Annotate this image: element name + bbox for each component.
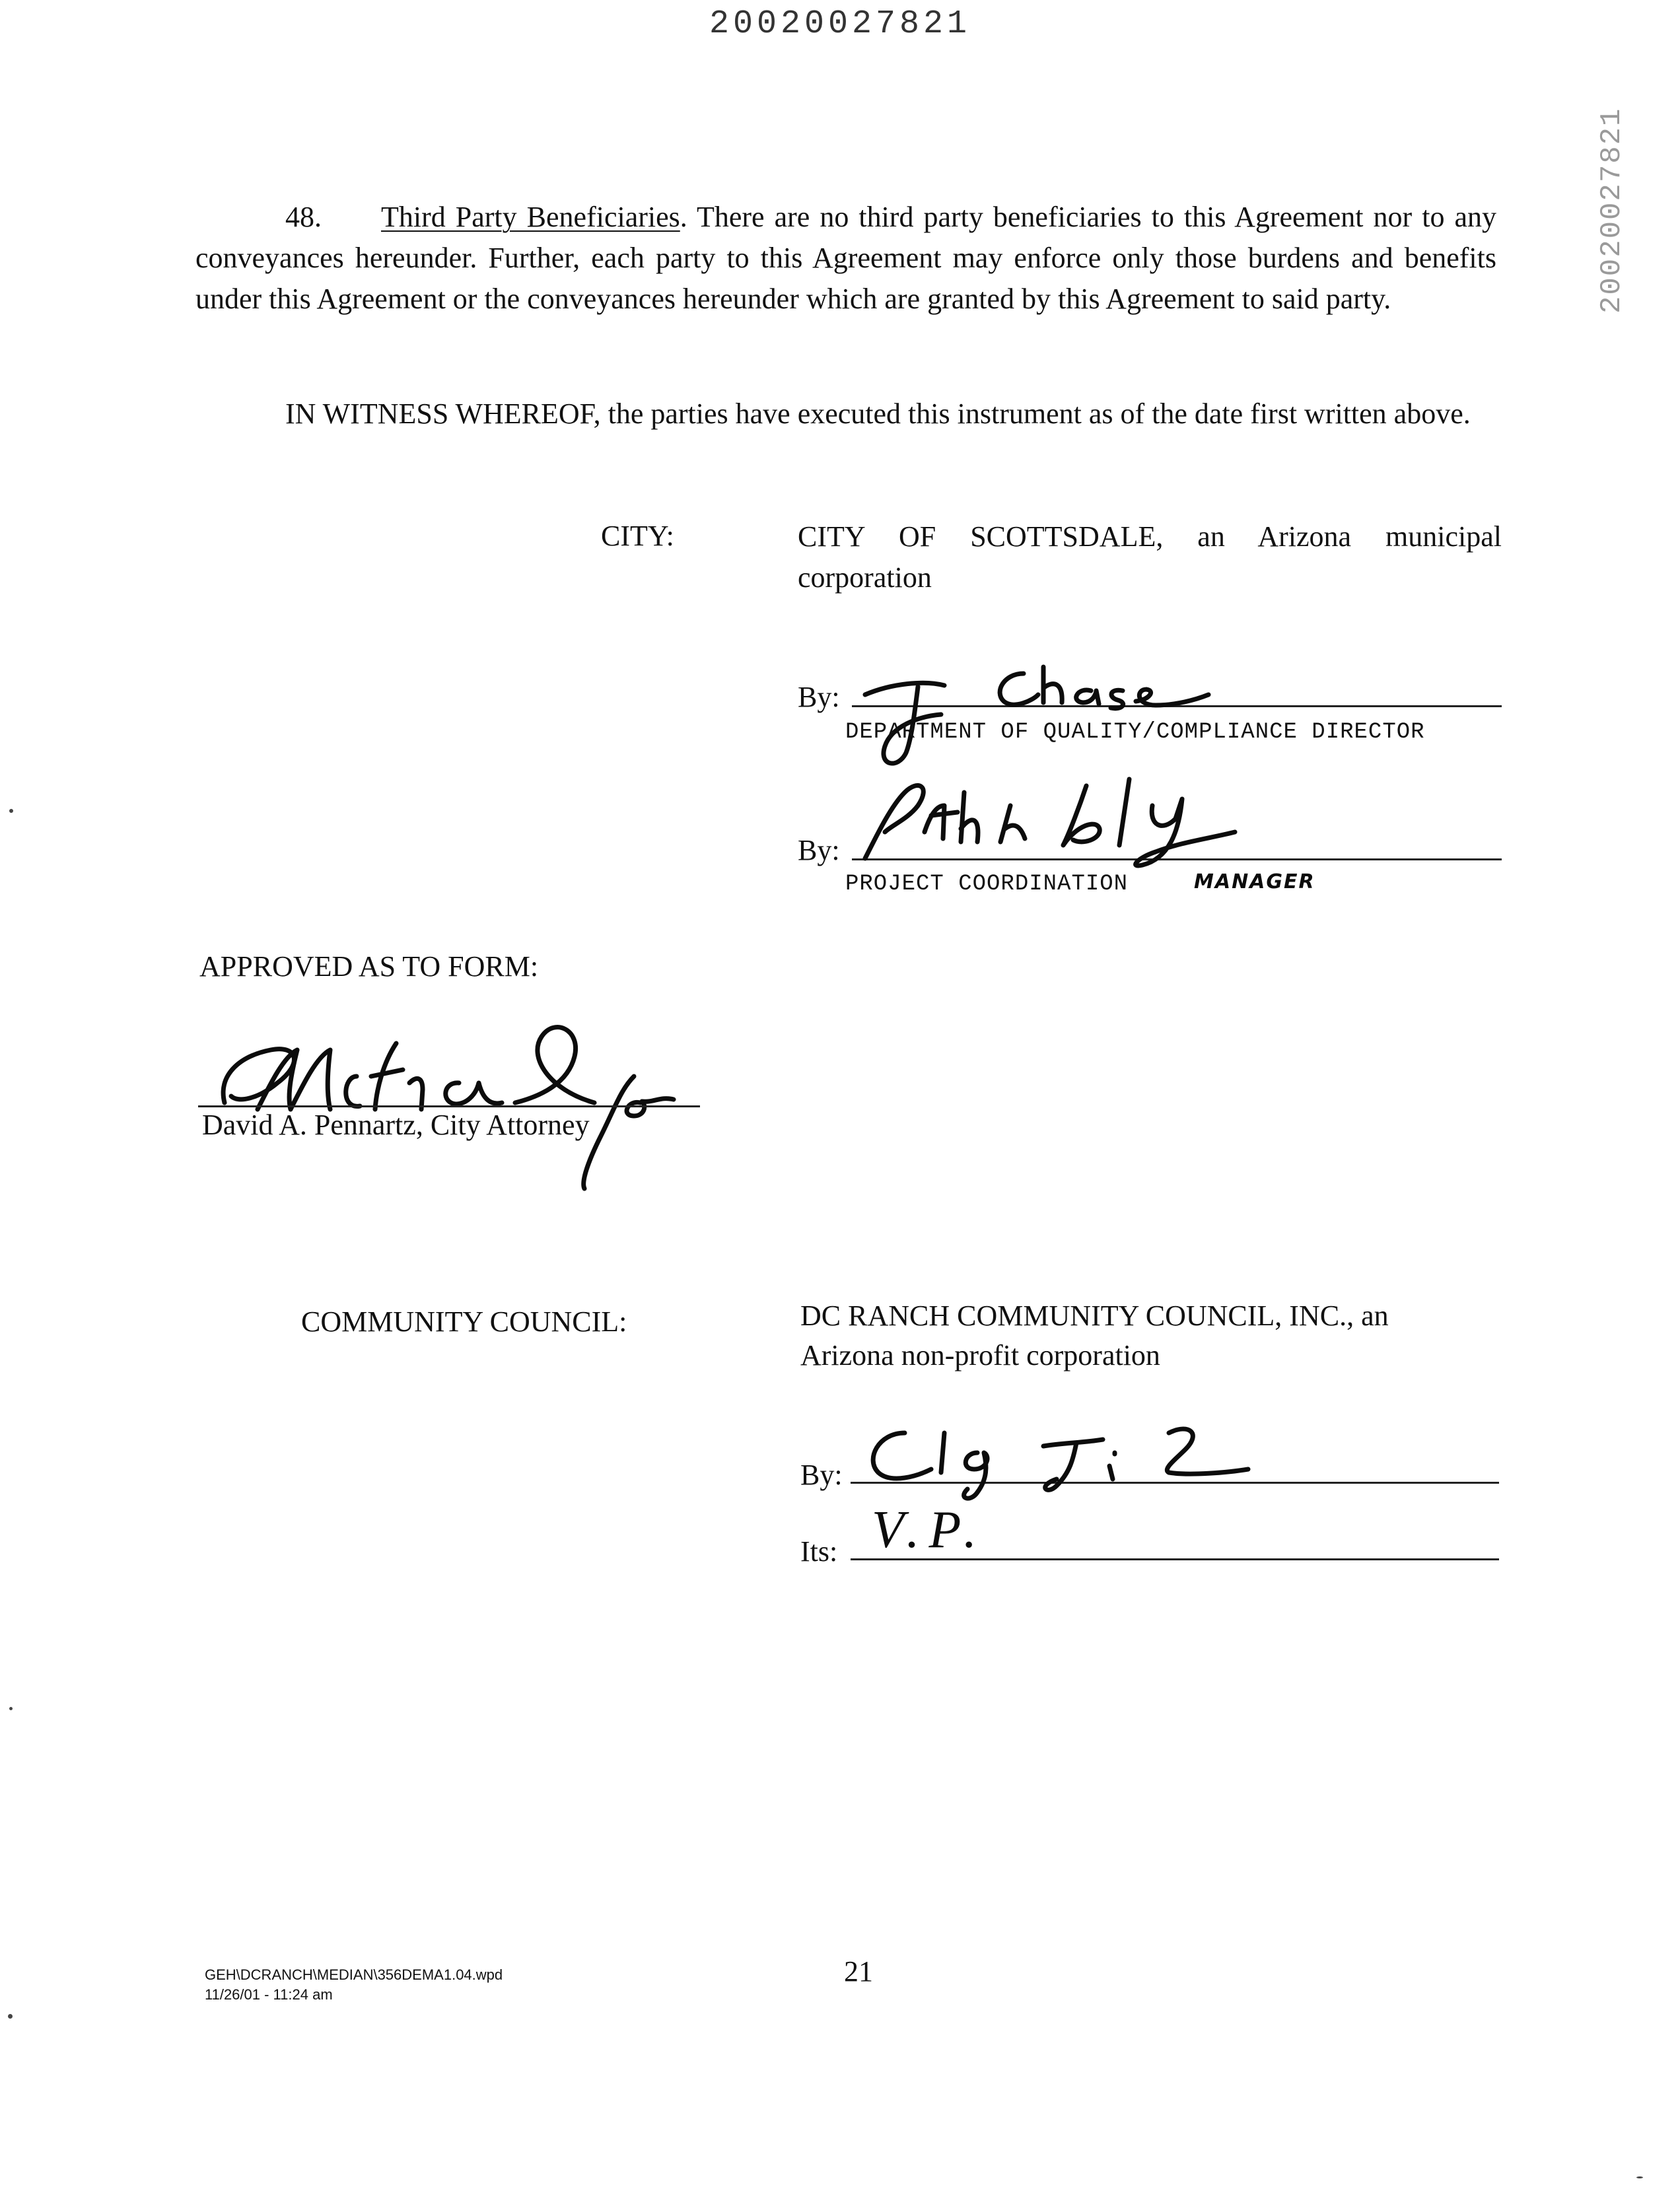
city-label: CITY: [601, 520, 674, 552]
approval-heading: APPROVED AS TO FORM: [199, 950, 539, 983]
council-by-label: By: [800, 1459, 843, 1491]
council-its-label: Its: [800, 1535, 838, 1568]
witness-paragraph [195, 394, 1496, 434]
council-its-value: V.P. [872, 1501, 987, 1559]
section-text: . There are no third party beneficiaries to this Agreement nor to any conveyances hereunder. Further, each party to this Agreement may enforce only those burdens and benefits under this Agreement or the conveyances hereunder which are granted by this Agreement to said party. [195, 201, 1496, 315]
city-signer2-title: PROJECT COORDINATION [845, 872, 1129, 897]
record-number: 20020027821 [709, 5, 971, 43]
city-entity-line1: CITY OF SCOTTSDALE, an Arizona municipal [798, 520, 1502, 553]
scan-speck [9, 1707, 13, 1710]
section-heading: Third Party Beneficiaries [381, 201, 680, 233]
approval-signature [198, 1004, 700, 1202]
witness-text: IN WITNESS WHEREOF, the parties have executed this instrument as of the date first written above. [285, 398, 1471, 430]
council-by-signature [858, 1406, 1255, 1512]
footer-info [205, 1965, 503, 2005]
section-number: 48. [285, 201, 322, 233]
council-label: COMMUNITY COUNCIL: [301, 1305, 627, 1338]
footer-timestamp: 11/26/01 - 11:24 am [205, 1986, 333, 2003]
footer-file-path: GEH\DCRANCH\MEDIAN\356DEMA1.04.wpd [205, 1966, 503, 1983]
city-signer1-title: DEPARTMENT OF QUALITY/COMPLIANCE DIRECTOR [845, 720, 1425, 745]
scan-speck [9, 809, 13, 813]
city-signer1-by-label: By: [798, 681, 840, 713]
city-signer2-title-handwritten: MANAGER [1194, 870, 1315, 893]
scan-speck [1636, 2176, 1643, 2178]
side-stamp-text: 20020027821 [1595, 107, 1628, 314]
approval-line [198, 1105, 700, 1107]
city-signer2-by-label: By: [798, 834, 840, 866]
city-entity-line2: corporation [798, 561, 932, 594]
council-entity-line2: Arizona non-profit corporation [800, 1339, 1160, 1371]
city-signer2-signature [852, 766, 1275, 878]
scan-speck [8, 2014, 13, 2019]
section-48-paragraph [195, 197, 1496, 320]
page-number: 21 [844, 1955, 873, 1988]
council-entity-line1: DC RANCH COMMUNITY COUNCIL, INC., an [800, 1300, 1389, 1332]
side-stamp [1581, 99, 1634, 317]
attorney-name: David A. Pennartz, City Attorney [202, 1109, 590, 1141]
